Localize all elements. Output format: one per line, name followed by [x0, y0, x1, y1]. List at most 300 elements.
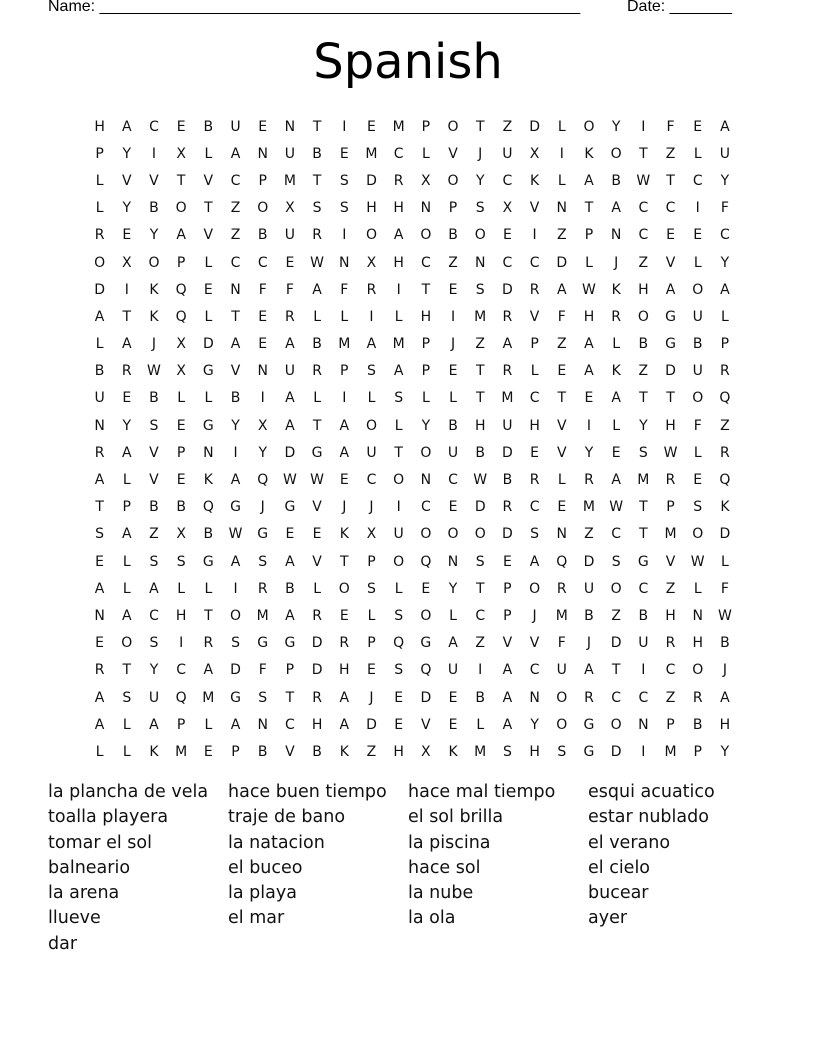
grid-letter[interactable]: H: [665, 607, 676, 624]
grid-letter[interactable]: U: [556, 662, 567, 679]
grid-letter[interactable]: L: [612, 336, 621, 353]
grid-letter[interactable]: M: [501, 390, 514, 407]
grid-letter[interactable]: N: [203, 444, 214, 461]
grid-letter[interactable]: T: [475, 580, 485, 597]
grid-letter[interactable]: Z: [720, 417, 730, 434]
grid-letter[interactable]: Q: [175, 308, 187, 325]
grid-letter[interactable]: W: [147, 363, 161, 380]
grid-letter[interactable]: A: [339, 689, 350, 706]
grid-letter[interactable]: P: [340, 363, 349, 380]
grid-letter[interactable]: O: [610, 580, 622, 597]
grid-letter[interactable]: Q: [257, 472, 269, 489]
grid-letter[interactable]: H: [638, 281, 649, 298]
grid-letter[interactable]: F: [557, 308, 566, 325]
grid-letter[interactable]: S: [149, 553, 159, 570]
grid-letter[interactable]: Z: [448, 254, 458, 271]
grid-letter[interactable]: C: [611, 526, 622, 543]
grid-letter[interactable]: A: [230, 553, 241, 570]
grid-letter[interactable]: P: [285, 662, 295, 679]
grid-letter[interactable]: E: [122, 227, 132, 244]
grid-letter[interactable]: T: [475, 118, 485, 135]
grid-letter[interactable]: C: [692, 172, 703, 189]
grid-letter[interactable]: I: [342, 390, 347, 407]
grid-letter[interactable]: K: [203, 472, 213, 489]
grid-letter[interactable]: V: [285, 743, 295, 760]
grid-letter[interactable]: C: [529, 254, 540, 271]
grid-letter[interactable]: A: [502, 336, 513, 353]
grid-letter[interactable]: E: [339, 472, 349, 489]
grid-letter[interactable]: E: [339, 145, 349, 162]
grid-letter[interactable]: X: [285, 200, 295, 217]
grid-letter[interactable]: P: [176, 254, 186, 271]
grid-letter[interactable]: A: [94, 716, 105, 733]
grid-letter[interactable]: B: [203, 526, 214, 543]
name-field-label[interactable]: Name: ______________________________________________________: [48, 0, 581, 15]
grid-letter[interactable]: T: [312, 172, 322, 189]
grid-letter[interactable]: L: [530, 363, 539, 380]
grid-letter[interactable]: R: [257, 580, 268, 597]
grid-letter[interactable]: L: [367, 607, 376, 624]
grid-letter[interactable]: A: [121, 336, 132, 353]
grid-letter[interactable]: A: [448, 635, 458, 652]
grid-letter[interactable]: O: [420, 444, 432, 461]
grid-letter[interactable]: N: [556, 526, 568, 543]
grid-letter[interactable]: V: [203, 227, 214, 244]
grid-letter[interactable]: H: [393, 254, 404, 271]
grid-letter[interactable]: V: [121, 172, 132, 189]
grid-letter[interactable]: I: [342, 118, 347, 135]
grid-letter[interactable]: C: [393, 145, 404, 162]
grid-letter[interactable]: S: [258, 553, 268, 570]
grid-letter[interactable]: H: [665, 417, 676, 434]
grid-letter[interactable]: S: [475, 200, 485, 217]
grid-letter[interactable]: N: [284, 118, 296, 135]
grid-letter[interactable]: A: [502, 716, 513, 733]
grid-letter[interactable]: B: [285, 580, 295, 597]
grid-letter[interactable]: I: [396, 499, 401, 516]
grid-letter[interactable]: K: [339, 526, 349, 543]
grid-letter[interactable]: A: [502, 662, 513, 679]
grid-letter[interactable]: D: [230, 662, 241, 679]
grid-letter[interactable]: N: [339, 254, 350, 271]
grid-letter[interactable]: Z: [230, 200, 241, 217]
grid-letter[interactable]: R: [556, 580, 567, 597]
grid-letter[interactable]: P: [421, 336, 431, 353]
grid-letter[interactable]: Y: [149, 227, 159, 244]
grid-letter[interactable]: X: [176, 336, 186, 353]
grid-letter[interactable]: E: [367, 662, 376, 679]
grid-letter[interactable]: T: [95, 499, 104, 516]
grid-letter[interactable]: D: [610, 635, 622, 652]
grid-letter[interactable]: E: [312, 526, 322, 543]
grid-letter[interactable]: R: [203, 635, 214, 652]
grid-letter[interactable]: E: [421, 580, 431, 597]
grid-letter[interactable]: C: [665, 200, 676, 217]
grid-letter[interactable]: T: [557, 390, 567, 407]
grid-letter[interactable]: S: [312, 200, 322, 217]
grid-letter[interactable]: H: [474, 417, 486, 434]
grid-letter[interactable]: A: [665, 281, 676, 298]
grid-letter[interactable]: L: [421, 145, 430, 162]
grid-letter[interactable]: L: [313, 580, 321, 597]
grid-letter[interactable]: U: [583, 580, 595, 597]
grid-letter[interactable]: K: [611, 363, 621, 380]
grid-letter[interactable]: A: [584, 172, 594, 189]
grid-letter[interactable]: B: [584, 607, 594, 624]
grid-letter[interactable]: L: [721, 553, 729, 570]
grid-letter[interactable]: R: [312, 363, 322, 380]
grid-letter[interactable]: Z: [475, 635, 486, 652]
grid-letter[interactable]: R: [94, 444, 105, 461]
grid-letter[interactable]: C: [502, 172, 513, 189]
grid-letter[interactable]: A: [94, 308, 105, 325]
grid-letter[interactable]: L: [313, 390, 321, 407]
grid-letter[interactable]: O: [257, 200, 269, 217]
grid-letter[interactable]: O: [692, 281, 704, 298]
grid-letter[interactable]: L: [421, 390, 430, 407]
grid-letter[interactable]: R: [312, 607, 322, 624]
grid-letter[interactable]: F: [720, 580, 729, 597]
grid-letter[interactable]: H: [339, 662, 350, 679]
grid-letter[interactable]: S: [557, 743, 567, 760]
grid-letter[interactable]: M: [474, 308, 487, 325]
grid-letter[interactable]: B: [475, 444, 486, 461]
grid-letter[interactable]: L: [394, 417, 403, 434]
grid-letter[interactable]: S: [176, 553, 186, 570]
grid-letter[interactable]: C: [420, 499, 431, 516]
grid-letter[interactable]: A: [312, 281, 322, 298]
grid-letter[interactable]: W: [582, 281, 596, 298]
grid-letter[interactable]: D: [583, 553, 595, 570]
grid-letter[interactable]: M: [256, 607, 269, 624]
grid-letter[interactable]: C: [230, 254, 241, 271]
grid-letter[interactable]: X: [421, 172, 431, 189]
grid-letter[interactable]: S: [394, 662, 404, 679]
grid-letter[interactable]: E: [258, 336, 268, 353]
grid-letter[interactable]: H: [529, 417, 540, 434]
grid-letter[interactable]: D: [366, 716, 377, 733]
grid-letter[interactable]: R: [94, 227, 105, 244]
grid-letter[interactable]: X: [176, 363, 186, 380]
grid-letter[interactable]: B: [312, 743, 322, 760]
grid-letter[interactable]: B: [638, 336, 649, 353]
grid-letter[interactable]: U: [447, 662, 459, 679]
grid-letter[interactable]: E: [584, 390, 594, 407]
grid-letter[interactable]: L: [693, 580, 702, 597]
grid-letter[interactable]: T: [394, 444, 403, 461]
grid-letter[interactable]: Y: [122, 200, 132, 217]
grid-letter[interactable]: W: [473, 472, 488, 489]
grid-letter[interactable]: C: [448, 472, 458, 489]
grid-letter[interactable]: S: [258, 689, 268, 706]
grid-letter[interactable]: Z: [230, 227, 241, 244]
grid-letter[interactable]: L: [204, 390, 213, 407]
grid-letter[interactable]: B: [502, 472, 513, 489]
grid-letter[interactable]: T: [639, 145, 648, 162]
grid-letter[interactable]: O: [121, 635, 133, 652]
grid-letter[interactable]: R: [720, 444, 730, 461]
grid-letter[interactable]: L: [204, 716, 213, 733]
grid-letter[interactable]: C: [149, 607, 159, 624]
grid-letter[interactable]: A: [339, 417, 350, 434]
grid-letter[interactable]: A: [584, 662, 594, 679]
grid-letter[interactable]: Z: [611, 607, 621, 624]
grid-letter[interactable]: X: [366, 254, 377, 271]
grid-letter[interactable]: N: [420, 200, 432, 217]
grid-letter[interactable]: F: [258, 281, 267, 298]
grid-letter[interactable]: E: [666, 227, 675, 244]
grid-letter[interactable]: E: [203, 743, 213, 760]
grid-letter[interactable]: U: [284, 227, 296, 244]
grid-letter[interactable]: X: [502, 200, 513, 217]
grid-letter[interactable]: C: [638, 580, 649, 597]
grid-letter[interactable]: H: [420, 308, 432, 325]
grid-letter[interactable]: M: [202, 689, 215, 706]
grid-letter[interactable]: I: [260, 390, 265, 407]
grid-letter[interactable]: O: [637, 308, 649, 325]
grid-letter[interactable]: T: [312, 118, 322, 135]
grid-letter[interactable]: M: [365, 145, 378, 162]
grid-letter[interactable]: T: [584, 200, 594, 217]
grid-letter[interactable]: N: [692, 607, 703, 624]
grid-letter[interactable]: B: [149, 200, 159, 217]
grid-letter[interactable]: P: [95, 145, 104, 162]
grid-letter[interactable]: L: [204, 308, 213, 325]
grid-letter[interactable]: I: [342, 227, 347, 244]
grid-letter[interactable]: V: [529, 635, 540, 652]
grid-letter[interactable]: V: [149, 172, 159, 189]
grid-letter[interactable]: W: [228, 526, 243, 543]
grid-letter[interactable]: H: [175, 607, 187, 624]
grid-letter[interactable]: L: [204, 254, 213, 271]
grid-letter[interactable]: E: [176, 118, 186, 135]
grid-letter[interactable]: L: [693, 145, 702, 162]
grid-letter[interactable]: O: [447, 526, 459, 543]
grid-letter[interactable]: P: [448, 200, 458, 217]
grid-letter[interactable]: W: [282, 472, 297, 489]
grid-letter[interactable]: I: [233, 444, 238, 461]
grid-letter[interactable]: N: [94, 607, 105, 624]
grid-letter[interactable]: S: [149, 417, 159, 434]
grid-letter[interactable]: A: [285, 390, 295, 407]
grid-letter[interactable]: E: [176, 472, 186, 489]
grid-letter[interactable]: A: [285, 607, 295, 624]
grid-letter[interactable]: I: [151, 145, 157, 162]
grid-letter[interactable]: X: [529, 145, 540, 162]
grid-letter[interactable]: S: [339, 172, 349, 189]
grid-letter[interactable]: M: [582, 499, 596, 516]
grid-letter[interactable]: S: [638, 444, 648, 461]
grid-letter[interactable]: N: [638, 716, 649, 733]
grid-letter[interactable]: T: [204, 200, 213, 217]
grid-letter[interactable]: L: [122, 743, 131, 760]
grid-letter[interactable]: M: [175, 743, 188, 760]
grid-letter[interactable]: T: [639, 499, 648, 516]
grid-letter[interactable]: X: [257, 417, 268, 434]
grid-letter[interactable]: B: [448, 417, 458, 434]
grid-letter[interactable]: H: [393, 743, 404, 760]
grid-letter[interactable]: Y: [258, 444, 267, 461]
grid-letter[interactable]: U: [638, 635, 649, 652]
grid-letter[interactable]: Y: [122, 417, 132, 434]
grid-letter[interactable]: G: [420, 635, 432, 652]
grid-letter[interactable]: V: [448, 145, 458, 162]
grid-letter[interactable]: I: [450, 308, 456, 325]
grid-letter[interactable]: A: [556, 281, 567, 298]
grid-letter[interactable]: C: [366, 472, 377, 489]
grid-letter[interactable]: G: [637, 553, 649, 570]
grid-letter[interactable]: O: [365, 227, 377, 244]
grid-letter[interactable]: H: [692, 635, 703, 652]
grid-letter[interactable]: S: [339, 200, 349, 217]
grid-letter[interactable]: T: [666, 390, 675, 407]
grid-letter[interactable]: T: [204, 607, 213, 624]
grid-letter[interactable]: D: [311, 662, 323, 679]
grid-letter[interactable]: J: [722, 662, 727, 679]
grid-letter[interactable]: S: [475, 553, 485, 570]
grid-letter[interactable]: R: [366, 281, 377, 298]
grid-letter[interactable]: E: [448, 363, 458, 380]
grid-letter[interactable]: O: [230, 607, 242, 624]
grid-letter[interactable]: C: [149, 118, 159, 135]
grid-letter[interactable]: E: [448, 499, 458, 516]
grid-letter[interactable]: T: [666, 172, 675, 189]
grid-letter[interactable]: V: [529, 308, 540, 325]
grid-letter[interactable]: W: [690, 553, 705, 570]
grid-letter[interactable]: A: [393, 227, 404, 244]
grid-letter[interactable]: G: [230, 689, 241, 706]
grid-letter[interactable]: E: [693, 118, 703, 135]
grid-letter[interactable]: D: [420, 689, 432, 706]
grid-letter[interactable]: Z: [665, 145, 676, 162]
grid-letter[interactable]: O: [447, 118, 459, 135]
grid-letter[interactable]: C: [529, 499, 540, 516]
grid-letter[interactable]: E: [95, 635, 105, 652]
grid-letter[interactable]: L: [204, 580, 213, 597]
grid-letter[interactable]: B: [720, 635, 730, 652]
grid-letter[interactable]: C: [475, 607, 486, 624]
grid-letter[interactable]: F: [693, 417, 702, 434]
grid-letter[interactable]: A: [203, 662, 214, 679]
grid-letter[interactable]: G: [311, 444, 323, 461]
grid-letter[interactable]: T: [285, 689, 295, 706]
grid-letter[interactable]: M: [283, 172, 296, 189]
grid-letter[interactable]: P: [421, 118, 431, 135]
grid-letter[interactable]: R: [665, 635, 676, 652]
grid-letter[interactable]: G: [202, 363, 214, 380]
grid-letter[interactable]: Q: [420, 553, 432, 570]
grid-letter[interactable]: A: [502, 689, 513, 706]
grid-letter[interactable]: L: [612, 417, 621, 434]
grid-letter[interactable]: I: [641, 743, 646, 760]
grid-letter[interactable]: A: [176, 227, 186, 244]
grid-letter[interactable]: G: [202, 417, 214, 434]
grid-letter[interactable]: N: [94, 417, 105, 434]
grid-letter[interactable]: N: [230, 281, 241, 298]
grid-letter[interactable]: A: [720, 118, 730, 135]
grid-letter[interactable]: L: [449, 390, 457, 407]
grid-letter[interactable]: D: [502, 281, 513, 298]
grid-letter[interactable]: V: [665, 254, 676, 271]
grid-letter[interactable]: Q: [420, 662, 432, 679]
grid-letter[interactable]: R: [584, 689, 594, 706]
grid-letter[interactable]: M: [664, 743, 677, 760]
grid-letter[interactable]: B: [448, 227, 458, 244]
grid-letter[interactable]: F: [258, 662, 267, 679]
grid-letter[interactable]: O: [610, 716, 622, 733]
grid-letter[interactable]: A: [230, 472, 241, 489]
grid-letter[interactable]: A: [121, 607, 132, 624]
grid-letter[interactable]: F: [720, 200, 729, 217]
grid-letter[interactable]: A: [94, 472, 105, 489]
grid-letter[interactable]: L: [557, 118, 566, 135]
grid-letter[interactable]: E: [285, 254, 295, 271]
grid-letter[interactable]: E: [258, 118, 268, 135]
grid-letter[interactable]: L: [367, 390, 376, 407]
grid-letter[interactable]: P: [666, 716, 675, 733]
grid-letter[interactable]: A: [611, 200, 621, 217]
grid-letter[interactable]: L: [693, 254, 702, 271]
grid-letter[interactable]: A: [366, 336, 377, 353]
grid-letter[interactable]: M: [392, 118, 405, 135]
grid-letter[interactable]: W: [636, 172, 651, 189]
grid-letter[interactable]: D: [311, 635, 323, 652]
grid-letter[interactable]: E: [693, 472, 703, 489]
grid-letter[interactable]: J: [369, 689, 374, 706]
grid-letter[interactable]: O: [474, 526, 486, 543]
grid-letter[interactable]: K: [149, 743, 159, 760]
grid-letter[interactable]: T: [176, 172, 186, 189]
grid-letter[interactable]: Y: [530, 716, 539, 733]
grid-letter[interactable]: C: [529, 390, 540, 407]
grid-letter[interactable]: V: [149, 444, 159, 461]
grid-letter[interactable]: Z: [366, 743, 377, 760]
grid-letter[interactable]: R: [665, 472, 676, 489]
grid-letter[interactable]: U: [719, 145, 731, 162]
grid-letter[interactable]: J: [532, 607, 537, 624]
grid-letter[interactable]: V: [149, 472, 159, 489]
grid-letter[interactable]: B: [94, 363, 105, 380]
grid-letter[interactable]: A: [339, 444, 350, 461]
grid-letter[interactable]: P: [231, 743, 240, 760]
grid-letter[interactable]: B: [176, 499, 186, 516]
grid-letter[interactable]: A: [720, 281, 730, 298]
grid-letter[interactable]: H: [719, 716, 731, 733]
grid-letter[interactable]: P: [176, 716, 186, 733]
grid-letter[interactable]: C: [720, 227, 730, 244]
grid-letter[interactable]: S: [122, 689, 132, 706]
grid-letter[interactable]: W: [717, 607, 732, 624]
grid-letter[interactable]: B: [312, 336, 322, 353]
grid-letter[interactable]: V: [230, 363, 241, 380]
grid-letter[interactable]: S: [693, 499, 703, 516]
grid-letter[interactable]: I: [586, 417, 592, 434]
grid-letter[interactable]: X: [121, 254, 132, 271]
grid-letter[interactable]: N: [474, 254, 486, 271]
grid-letter[interactable]: S: [231, 635, 240, 652]
grid-letter[interactable]: P: [693, 743, 702, 760]
grid-letter[interactable]: U: [692, 308, 703, 325]
grid-letter[interactable]: E: [176, 417, 186, 434]
grid-letter[interactable]: V: [529, 200, 540, 217]
grid-letter[interactable]: O: [529, 580, 541, 597]
grid-letter[interactable]: D: [556, 254, 568, 271]
grid-letter[interactable]: N: [610, 227, 622, 244]
grid-letter[interactable]: L: [394, 580, 403, 597]
grid-letter[interactable]: I: [179, 635, 184, 652]
grid-letter[interactable]: A: [611, 472, 621, 489]
grid-letter[interactable]: J: [369, 499, 374, 516]
